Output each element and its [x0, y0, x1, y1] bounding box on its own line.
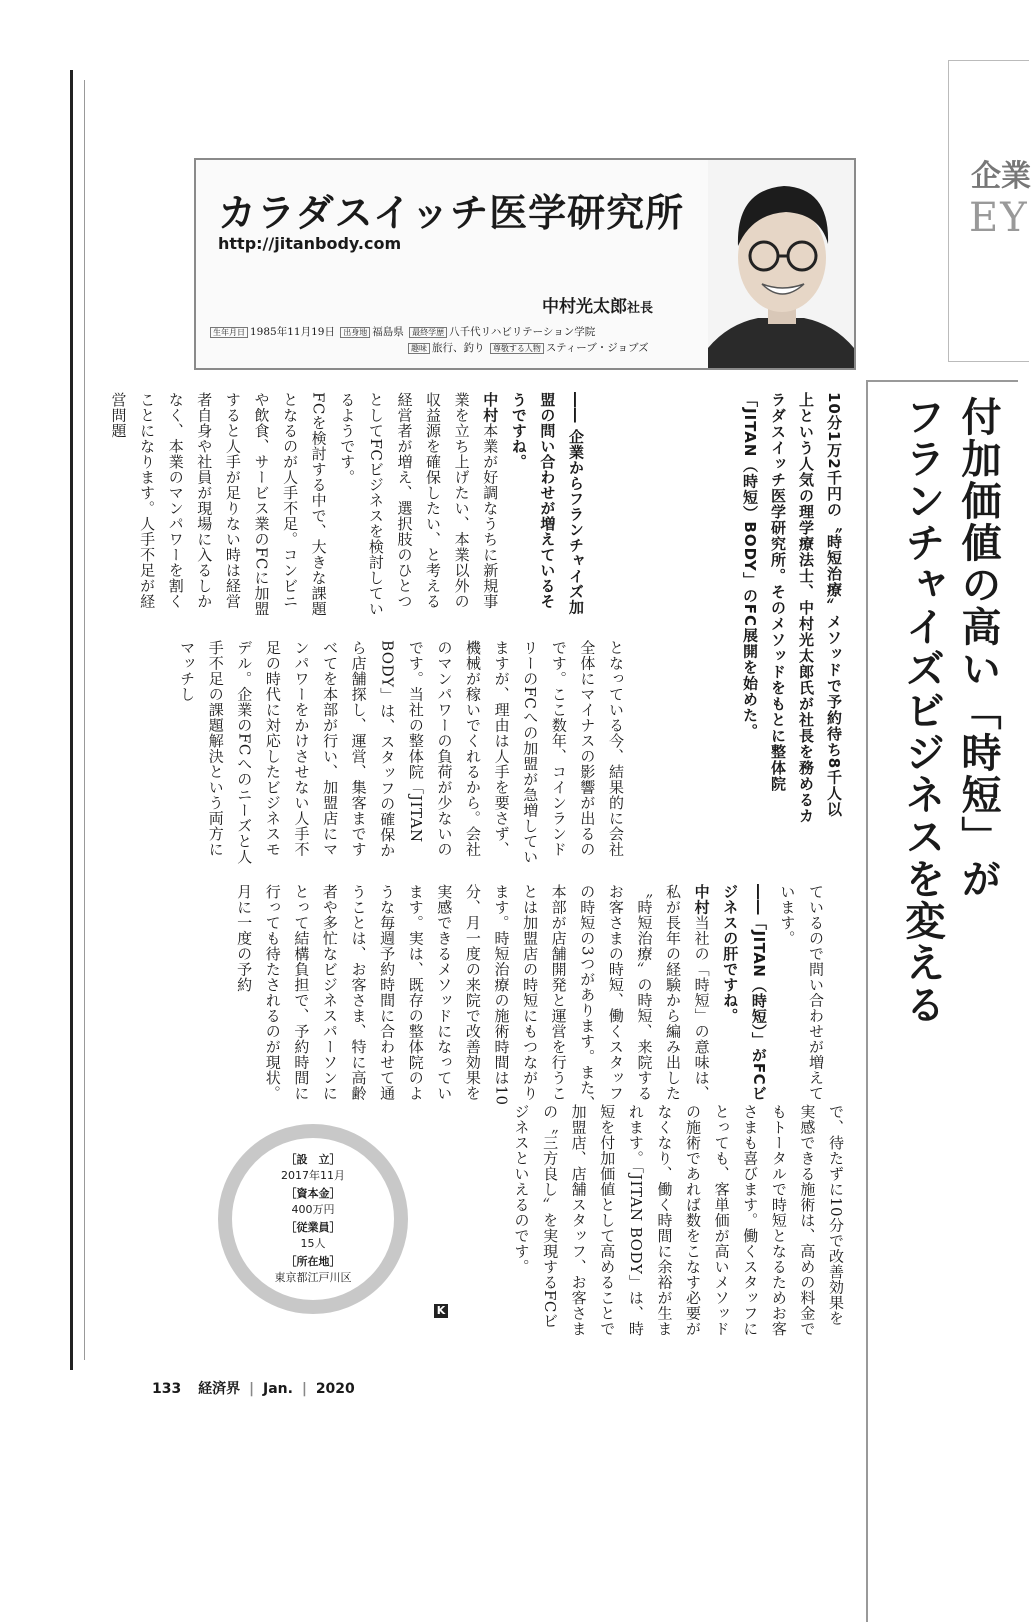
ceo-name-text: 中村光太郎	[542, 297, 627, 317]
section-tab	[948, 60, 1029, 362]
question-1: ―― 企業からフランチャイズ加盟の問い合わせが増えているそうですね。	[509, 392, 585, 615]
paragraph-3: となっている今、結果的に会社全体にマイナスの影響が出るのです。ここ数年、コインランドリーのFCへの加盟が急増していますが、理由は人手を要さず、機械が稼いでくれるから。会社のマンパワーの負荷が少ないのです。当社の整体院「JITAN BODY」は、スタッフの確保から店舗探し、運営、集客まですべてを本部が行い、加盟店にマンパワーをかけさせない人手不足の時代に対応したビジネスモデル。企業のFCへのニーズと人手不足の課題解決という両方にマッチし	[178, 640, 625, 865]
headline-line-2: フランチャイズビジネスを変える	[899, 396, 945, 1026]
page-spine-line	[70, 70, 73, 1370]
headline-box	[866, 380, 1018, 1622]
origin-tag: 出身地	[340, 327, 370, 338]
paragraph-2: FCを検討する中で、大きな課題となるのが人手不足。コンビニや飲食、サービス業のFCに加盟すると人手が足りない時は経営者自身や社員が現場に入るしかなく、本業のマンパワーを割くことになります。人手不足が経営問題	[109, 392, 328, 617]
article-block-3	[190, 884, 830, 1114]
employees-value: 15人	[300, 1237, 326, 1250]
ceo-profile-row-2	[406, 340, 649, 355]
capital-value: 400万円	[291, 1203, 335, 1216]
birth-value: 1985年11月19日	[250, 326, 335, 338]
ceo-portrait-photo	[708, 160, 854, 368]
paragraph-5: で、待たずに10分で改善効果を実感できる施術は、高めの料金でもトータルで時短となるためお客さまも喜びます。働くスタッフにとっても、客単価が高いメソッドの施術であれば数をこなす必要がなくなり、働く時間に余裕が生まれます。「JITAN BODY」は、時短を付加価値として高めることで加盟店、店舗スタッフ、お客さまの〝三方良し〟を実現するFCビジネスといえるのです。	[512, 1104, 845, 1337]
page-gutter-line	[84, 80, 85, 1360]
birth-tag: 生年月日	[210, 327, 248, 338]
company-header-box	[194, 158, 856, 370]
origin-value: 福島県	[372, 326, 404, 338]
page-footer	[152, 1378, 355, 1398]
answer-1: 本業が好調なうちに新規事業を立ち上げたい、本業以外の収益源を確保したい、と考える経営者が増え、選択肢のひとつとしてFCビジネスを検討しているようです。	[338, 392, 500, 617]
footer-separator: |	[248, 1381, 255, 1397]
company-info-circle	[218, 1124, 408, 1314]
ceo-profile-row-1	[208, 324, 595, 339]
article-block-4	[440, 1104, 850, 1339]
hobby-tag: 趣味	[408, 343, 430, 354]
article-block-1	[109, 392, 590, 622]
end-mark-icon: K	[434, 1304, 448, 1318]
respect-tag: 尊敬する人物	[490, 343, 544, 354]
company-name: カラダスイッチ医学研究所	[218, 191, 685, 235]
magazine-name: 経済界	[198, 1381, 241, 1397]
hobby-value: 旅行、釣り	[432, 342, 485, 354]
page-number: 133	[152, 1381, 182, 1397]
respect-value: スティーブ・ジョブズ	[545, 342, 649, 354]
speaker-label-2: 中村	[692, 884, 711, 915]
issue-year: 2020	[315, 1381, 355, 1397]
speaker-label: 中村	[481, 392, 500, 423]
section-tab-jp: 企業	[971, 159, 1031, 194]
established-label: ［設 立］	[285, 1153, 341, 1166]
footer-separator-2: |	[301, 1381, 307, 1397]
location-value: 東京都江戸川区	[274, 1271, 352, 1284]
section-tab-en: EY	[969, 195, 1029, 241]
lead-paragraph: 10分1万2千円の〝時短治療〟メソッドで予約待ち8千人以上という人気の理学療法士、中村光太郎氏が社長を務めるカラダスイッチ医学研究所。そのメソッドをもとに整体院「JITAN（時短）BODY」のFC展開を始めた。	[741, 392, 843, 824]
established-value: 2017年11月	[281, 1169, 345, 1182]
ceo-title: 社長	[627, 301, 654, 316]
location-label: ［所在地］	[285, 1255, 341, 1268]
company-url: http://jitanbody.com	[218, 234, 402, 253]
issue-month: Jan.	[262, 1381, 293, 1397]
capital-label: ［資本金］	[285, 1187, 341, 1200]
question-2: ――「JITAN（時短）」がFCビジネスの肝ですね。	[721, 884, 768, 1101]
school-tag: 最終学歴	[409, 327, 447, 338]
answer-2: 当社の「時短」の意味は、私が長年の経験から編み出した〝時短治療〟の時短、来院するお客さまの時短、働くスタッフの時短の3つがあります。また、本部が店舗開発と運営を行うことは加盟店の時短にもつながります。時短治療の施術時間は10分、月一度の来院で改善効果を実感できるメソッドになっています。実は、既存の整体院のような毎週予約時間に合わせて通うことは、お客さま、特に高齢者や多忙なビジネスパーソンにとって結構負担で、予約時間に行っても待たされるのが現状。月に一度の予約	[235, 884, 711, 1112]
company-info-list	[232, 1152, 394, 1288]
employees-label: ［従業員］	[285, 1221, 341, 1234]
ceo-name	[542, 292, 653, 317]
school-value: 八千代リハビリテーション学院	[449, 326, 596, 338]
headline-line-1: 付加価値の高い「時短」が	[955, 396, 1001, 900]
paragraph-4: ているので問い合わせが増えています。	[778, 884, 825, 1101]
article-block-2	[178, 640, 630, 870]
